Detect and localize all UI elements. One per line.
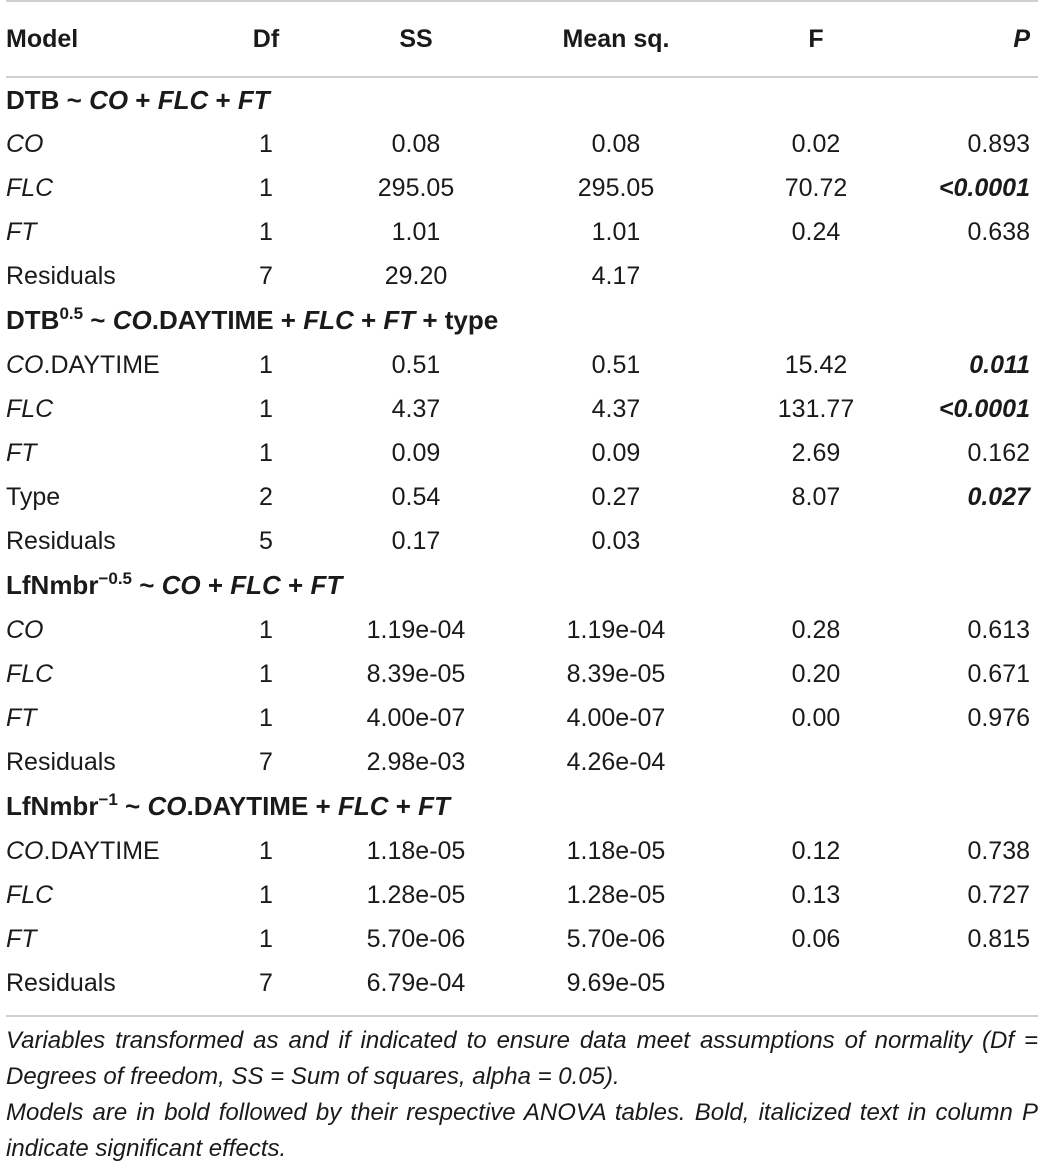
cell-mean-sq: 0.08 (591, 129, 641, 158)
formula-response: LfNmbr (6, 570, 99, 600)
formula-exponent: −1 (98, 790, 118, 809)
cell-mean-sq: 0.27 (591, 482, 641, 511)
table-row (6, 519, 1038, 563)
table-row (6, 166, 1038, 210)
cell-term (6, 166, 216, 210)
formula-segment: FLC (303, 305, 354, 335)
table-row (6, 917, 1038, 961)
formula-segment: + type (415, 305, 499, 335)
term-segment: .DAYTIME (43, 836, 160, 865)
cell-f: 8.07 (791, 482, 841, 511)
term-segment: Residuals (6, 526, 116, 555)
formula-response: DTB (6, 305, 60, 335)
cell-p-significant: <0.0001 (938, 394, 1030, 423)
formula-segment: CO (89, 84, 129, 115)
formula-segment: FT (237, 84, 270, 115)
formula-segment: FT (310, 570, 343, 600)
cell-f: 2.69 (791, 438, 841, 467)
cell-p: 0.671 (967, 659, 1030, 688)
anova-table (6, 0, 1038, 1005)
formula-segment: + (388, 791, 419, 821)
formula-segment: CO (112, 305, 152, 335)
formula-response: LfNmbr (6, 791, 99, 821)
formula-segment: FLC (157, 84, 209, 115)
table-footnote (6, 1015, 1038, 1167)
table-row (6, 829, 1038, 873)
model-formula (6, 77, 1038, 122)
formula-segment: + (353, 305, 384, 335)
term-segment: FLC (6, 173, 54, 202)
cell-term (6, 917, 216, 961)
cell-df: 7 (259, 968, 273, 997)
cell-term (6, 475, 216, 519)
cell-mean-sq: 295.05 (577, 173, 655, 202)
cell-f: 0.00 (791, 703, 841, 732)
formula-segment: CO (147, 791, 187, 821)
term-segment: Residuals (6, 968, 116, 997)
table-row (6, 254, 1038, 298)
table-row (6, 873, 1038, 917)
formula-segment: + (200, 570, 231, 600)
term-segment: Residuals (6, 261, 116, 290)
cell-f: 0.13 (791, 880, 841, 909)
cell-f (716, 254, 916, 298)
cell-term (6, 387, 216, 431)
cell-ss: 4.00e-07 (366, 703, 466, 732)
formula-segment: + (280, 570, 311, 600)
cell-term (6, 961, 216, 1005)
cell-df: 7 (259, 747, 273, 776)
cell-df: 1 (259, 703, 273, 732)
cell-term (6, 210, 216, 254)
table-row (6, 475, 1038, 519)
cell-p: 0.738 (967, 836, 1030, 865)
cell-p: 0.613 (967, 615, 1030, 644)
cell-mean-sq: 8.39e-05 (566, 659, 666, 688)
cell-f: 0.12 (791, 836, 841, 865)
cell-ss: 6.79e-04 (366, 968, 466, 997)
cell-ss: 1.28e-05 (366, 880, 466, 909)
model-formula (6, 784, 1038, 829)
table-row (6, 210, 1038, 254)
cell-term (6, 519, 216, 563)
cell-mean-sq: 4.00e-07 (566, 703, 666, 732)
cell-term (6, 873, 216, 917)
cell-p: 0.815 (967, 924, 1030, 953)
cell-ss: 8.39e-05 (366, 659, 466, 688)
cell-p: 0.727 (967, 880, 1030, 909)
cell-mean-sq: 0.51 (591, 350, 641, 379)
term-segment: FT (6, 438, 37, 467)
cell-mean-sq: 4.37 (591, 394, 641, 423)
formula-response: DTB (6, 84, 60, 115)
header-df: Df (216, 1, 316, 77)
cell-df: 1 (259, 924, 273, 953)
cell-ss: 0.54 (391, 482, 441, 511)
cell-ss: 1.18e-05 (366, 836, 466, 865)
cell-mean-sq: 4.17 (591, 261, 641, 290)
term-segment: FT (6, 217, 37, 246)
cell-f: 0.20 (791, 659, 841, 688)
cell-df: 1 (259, 129, 273, 158)
cell-term (6, 829, 216, 873)
cell-df: 2 (259, 482, 273, 511)
cell-mean-sq: 1.19e-04 (566, 615, 666, 644)
cell-ss: 0.51 (391, 350, 441, 379)
cell-mean-sq: 1.18e-05 (566, 836, 666, 865)
cell-mean-sq: 1.01 (591, 217, 641, 246)
term-segment: FLC (6, 394, 54, 423)
table-row (6, 961, 1038, 1005)
header-model: Model (6, 1, 216, 77)
cell-term (6, 608, 216, 652)
term-segment: Residuals (6, 747, 116, 776)
cell-p: 0.976 (967, 703, 1030, 732)
term-segment: FT (6, 703, 37, 732)
header-p: P (916, 1, 1038, 77)
cell-p-significant: 0.027 (967, 482, 1030, 511)
header-f: F (716, 1, 916, 77)
cell-p-significant: <0.0001 (938, 173, 1030, 202)
header-mean-sq: Mean sq. (516, 1, 716, 77)
cell-f: 0.02 (791, 129, 841, 158)
cell-f: 131.77 (777, 394, 855, 423)
cell-ss: 0.17 (391, 526, 441, 555)
cell-f: 0.24 (791, 217, 841, 246)
table-body (6, 77, 1038, 1005)
cell-df: 1 (259, 173, 273, 202)
table-row (6, 122, 1038, 166)
cell-p: 0.162 (967, 438, 1030, 467)
term-segment: Type (6, 482, 61, 511)
cell-ss: 1.01 (391, 217, 441, 246)
cell-f: 0.28 (791, 615, 841, 644)
footnote-line: Models are in bold followed by their respective ANOVA tables. Bold, italicized text in column P indicate significant effects. (6, 1099, 1038, 1162)
model-formula (6, 563, 1038, 608)
cell-mean-sq: 4.26e-04 (566, 747, 666, 776)
cell-df: 1 (259, 394, 273, 423)
cell-ss: 4.37 (391, 394, 441, 423)
term-segment: CO (6, 350, 44, 379)
model-formula-row (6, 563, 1038, 608)
cell-p (916, 519, 1038, 563)
cell-df: 1 (259, 438, 273, 467)
model-formula-row (6, 298, 1038, 343)
cell-mean-sq: 1.28e-05 (566, 880, 666, 909)
cell-df: 1 (259, 615, 273, 644)
cell-f (716, 740, 916, 784)
cell-df: 1 (259, 659, 273, 688)
formula-segment: + (128, 84, 158, 115)
term-segment: .DAYTIME (43, 350, 160, 379)
cell-p: 0.893 (967, 129, 1030, 158)
cell-term (6, 254, 216, 298)
cell-ss: 29.20 (384, 261, 448, 290)
formula-segment: ~ (59, 84, 90, 115)
formula-segment: FT (383, 305, 416, 335)
formula-segment: ~ (83, 305, 113, 335)
cell-term (6, 652, 216, 696)
model-formula-row (6, 77, 1038, 122)
term-segment: FLC (6, 880, 54, 909)
formula-segment: FLC (230, 570, 281, 600)
table-row (6, 431, 1038, 475)
footnote-line: Variables transformed as and if indicated to ensure data meet assumptions of normality (Df = Degrees of freedom, SS = Sum of squares, alpha = 0.05). (6, 1027, 1038, 1090)
cell-p-significant: 0.011 (969, 350, 1030, 379)
term-segment: CO (6, 836, 44, 865)
cell-p (916, 961, 1038, 1005)
cell-p: 0.638 (967, 217, 1030, 246)
cell-df: 1 (259, 217, 273, 246)
cell-df: 7 (259, 261, 273, 290)
cell-term (6, 122, 216, 166)
formula-segment: FT (418, 791, 450, 821)
table-row (6, 740, 1038, 784)
cell-df: 5 (259, 526, 273, 555)
cell-f: 0.06 (791, 924, 841, 953)
term-segment: FLC (6, 659, 54, 688)
formula-exponent: 0.5 (59, 304, 84, 323)
cell-term (6, 696, 216, 740)
term-segment: CO (6, 129, 44, 158)
header-ss: SS (316, 1, 516, 77)
cell-ss: 2.98e-03 (366, 747, 466, 776)
table-row (6, 696, 1038, 740)
cell-ss: 0.09 (391, 438, 441, 467)
cell-ss: 1.19e-04 (366, 615, 466, 644)
formula-segment: ~ (117, 791, 148, 821)
cell-ss: 5.70e-06 (366, 924, 466, 953)
cell-f: 15.42 (784, 350, 848, 379)
formula-segment: ~ (132, 570, 162, 600)
cell-f: 70.72 (784, 173, 848, 202)
formula-segment: + (208, 84, 238, 115)
formula-segment: FLC (337, 791, 389, 821)
cell-f (716, 519, 916, 563)
cell-term (6, 740, 216, 784)
cell-df: 1 (259, 880, 273, 909)
cell-mean-sq: 5.70e-06 (566, 924, 666, 953)
cell-term (6, 343, 216, 387)
cell-term (6, 431, 216, 475)
cell-mean-sq: 0.09 (591, 438, 641, 467)
formula-exponent: −0.5 (98, 569, 132, 588)
table-row (6, 343, 1038, 387)
cell-mean-sq: 0.03 (591, 526, 641, 555)
formula-segment: .DAYTIME + (186, 791, 338, 821)
cell-df: 1 (259, 350, 273, 379)
header-row (6, 1, 1038, 77)
model-formula (6, 298, 1038, 343)
cell-f (716, 961, 916, 1005)
formula-segment: .DAYTIME + (151, 305, 304, 335)
term-segment: CO (6, 615, 44, 644)
cell-p (916, 740, 1038, 784)
cell-df: 1 (259, 836, 273, 865)
term-segment: FT (6, 924, 37, 953)
cell-ss: 295.05 (377, 173, 455, 202)
cell-p (916, 254, 1038, 298)
formula-segment: CO (161, 570, 201, 600)
cell-mean-sq: 9.69e-05 (566, 968, 666, 997)
model-formula-row (6, 784, 1038, 829)
table-row (6, 608, 1038, 652)
table-row (6, 387, 1038, 431)
cell-ss: 0.08 (391, 129, 441, 158)
table-row (6, 652, 1038, 696)
